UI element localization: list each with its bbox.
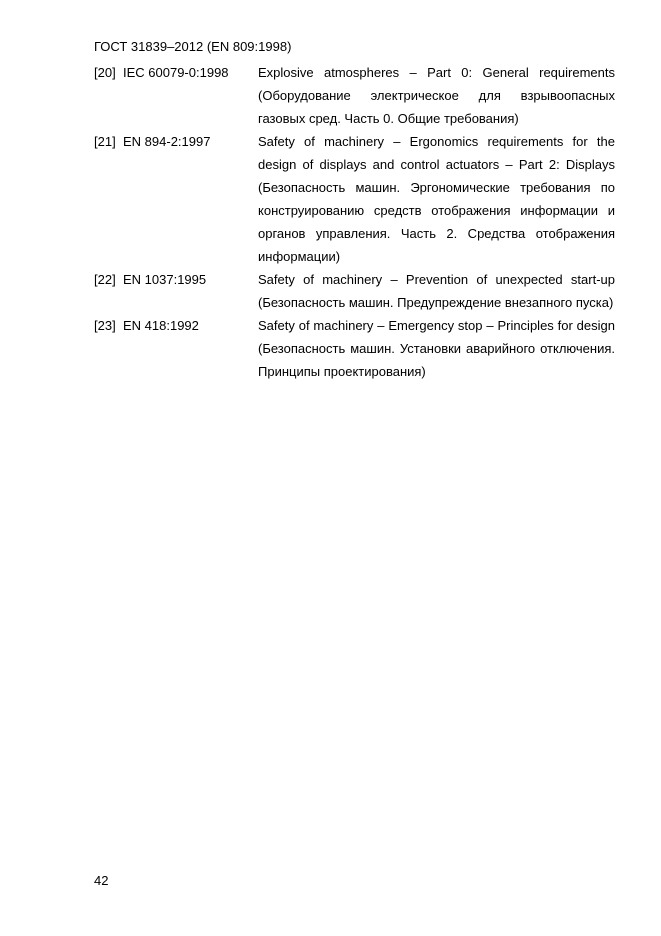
reference-title: Safety of machinery – Ergonomics requirements for the design of displays and control actuators – Part 2: Displays (Безопасность машин. Эргономические требования по конструированию средств отображения информации и органов управления. Часть 2. Средства отображения информации) — [258, 134, 615, 264]
reference-standard: EN 418:1992 — [123, 318, 199, 333]
reference-title: Safety of machinery – Emergency stop – Principles for design (Безопасность машин. Установки аварийного отключения. Принципы проектирования) — [258, 318, 615, 379]
reference-number: [20] — [94, 65, 116, 80]
reference-standard: EN 1037:1995 — [123, 272, 207, 287]
reference-number: [23] — [94, 318, 116, 333]
reference-standard: EN 894-2:1997 — [123, 134, 211, 149]
bibliography-list — [94, 61, 615, 383]
reference-entry-22 — [94, 268, 615, 314]
reference-entry-23 — [94, 314, 615, 383]
reference-number: [22] — [94, 272, 116, 287]
page-number: 42 — [94, 873, 109, 888]
reference-entry-21 — [94, 130, 615, 268]
reference-title: Explosive atmospheres – Part 0: General requirements (Оборудование электрическое для взрывоопасных газовых сред. Часть 0. Общие требования) — [258, 65, 615, 126]
reference-title: Safety of machinery – Prevention of unexpected start-up (Безопасность машин. Предупреждение внезапного пуска) — [258, 272, 615, 310]
page-header: ГОСТ 31839–2012 (EN 809:1998) — [94, 39, 292, 54]
reference-standard: IEC 60079-0:1998 — [123, 65, 229, 80]
reference-entry-20 — [94, 61, 615, 130]
reference-number: [21] — [94, 134, 116, 149]
